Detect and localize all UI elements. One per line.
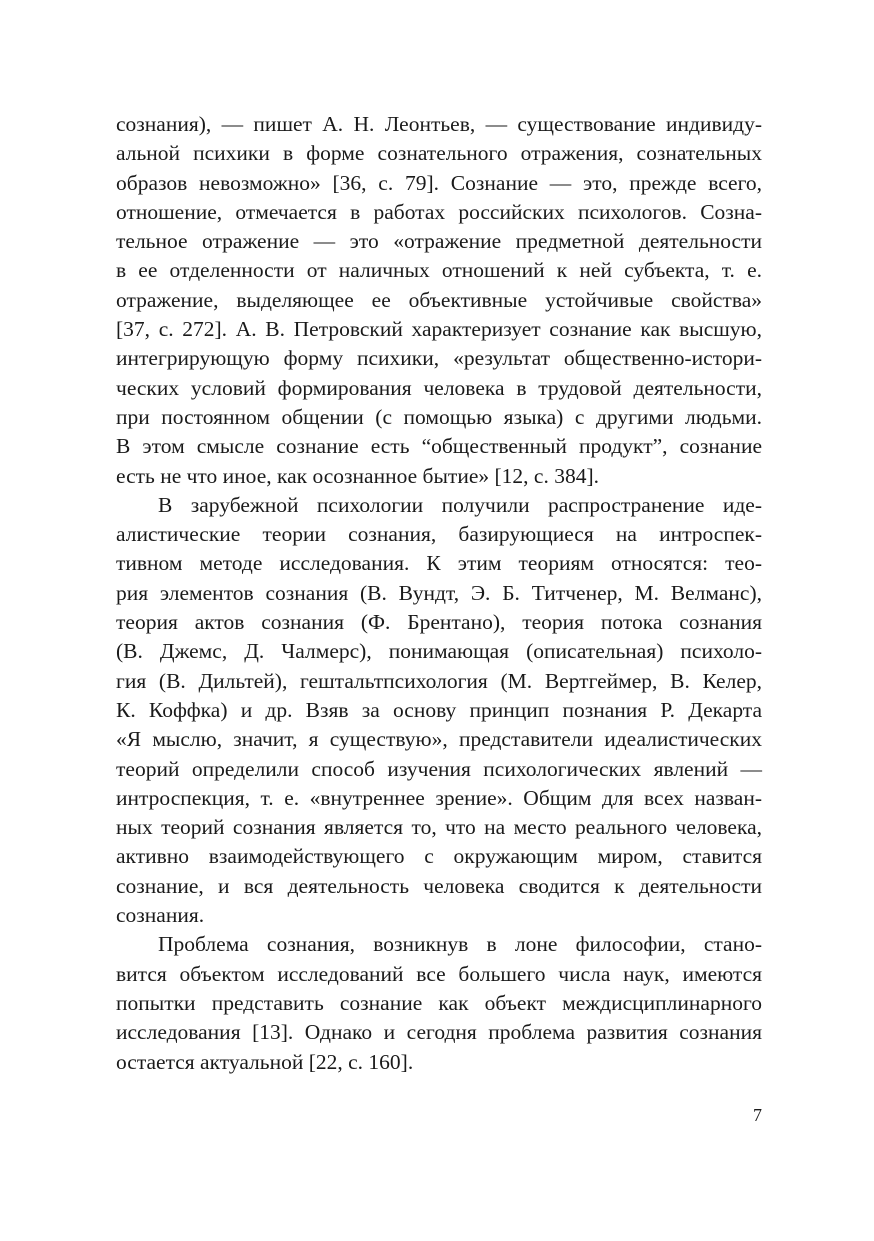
text-line: теорий определили способ изучения психологических явлений —	[116, 756, 762, 781]
text-line: тельное отражение — это «отражение предметной деятельности	[116, 229, 762, 254]
text-line: есть не что иное, как осознанное бытие» [12, с. 384].	[116, 463, 599, 488]
text-line: исследования [13]. Однако и сегодня проблема развития сознания	[116, 1020, 762, 1045]
text-line: образов невозможно» [36, с. 79]. Сознание — это, прежде всего,	[116, 170, 762, 195]
text-line: попытки представить сознание как объект междисциплинарного	[116, 990, 762, 1015]
text-line: тивном методе исследования. К этим теориям относятся: тео-	[116, 551, 762, 576]
text-line: алистические теории сознания, базирующиеся на интроспек-	[116, 522, 762, 547]
text-line: активно взаимодействующего с окружающим миром, ставится	[116, 844, 762, 869]
text-line: ных теорий сознания является то, что на место реального человека,	[116, 815, 762, 840]
text-line: интегрирующую форму психики, «результат общественно-истори-	[116, 346, 762, 371]
text-line: в ее отделенности от наличных отношений к ней субъекта, т. е.	[116, 258, 762, 283]
text-line: (В. Джемс, Д. Чалмерс), понимающая (описательная) психоло-	[116, 639, 762, 664]
text-line: сознания), — пишет А. Н. Леонтьев, — существование индивиду-	[116, 112, 762, 136]
text-line: теория актов сознания (Ф. Брентано), теория потока сознания	[116, 610, 762, 635]
text-line: сознания.	[116, 903, 205, 928]
text-line: В этом смысле сознание есть “общественный продукт”, сознание	[116, 434, 762, 459]
text-line: Проблема сознания, возникнув в лоне философии, стано-	[158, 932, 762, 957]
text-line: ческих условий формирования человека в трудовой деятельности,	[116, 375, 762, 400]
body-text	[116, 110, 762, 1077]
text-line: К. Коффка) и др. Взяв за основу принцип познания Р. Декарта	[116, 697, 762, 722]
paragraph-1	[116, 110, 762, 491]
text-line: интроспекция, т. е. «внутреннее зрение». Общим для всех назван-	[116, 785, 762, 810]
page-number: 7	[753, 1105, 762, 1125]
paragraph-3	[116, 930, 762, 1076]
text-line: вится объектом исследований все большего числа наук, имеются	[116, 961, 762, 986]
text-line: гия (В. Дильтей), гештальтпсихология (М. Вертгеймер, В. Келер,	[116, 668, 762, 693]
text-line: [37, с. 272]. А. В. Петровский характеризует сознание как высшую,	[116, 317, 762, 342]
text-line: В зарубежной психологии получили распространение иде-	[158, 492, 762, 517]
paragraph-2	[116, 491, 762, 930]
text-line: отражение, выделяющее ее объективные устойчивые свойства»	[116, 287, 762, 312]
text-line: «Я мыслю, значит, я существую», представители идеалистических	[116, 727, 762, 752]
text-line: при постоянном общении (с помощью языка) с другими людьми.	[116, 404, 762, 429]
text-line: остается актуальной [22, с. 160].	[116, 1049, 414, 1074]
text-line: альной психики в форме сознательного отражения, сознательных	[116, 141, 762, 166]
text-line: рия элементов сознания (В. Вундт, Э. Б. Титченер, М. Велманс),	[116, 580, 762, 605]
text-line: сознание, и вся деятельность человека сводится к деятельности	[116, 873, 762, 898]
text-line: отношение, отмечается в работах российских психологов. Созна-	[116, 199, 762, 224]
